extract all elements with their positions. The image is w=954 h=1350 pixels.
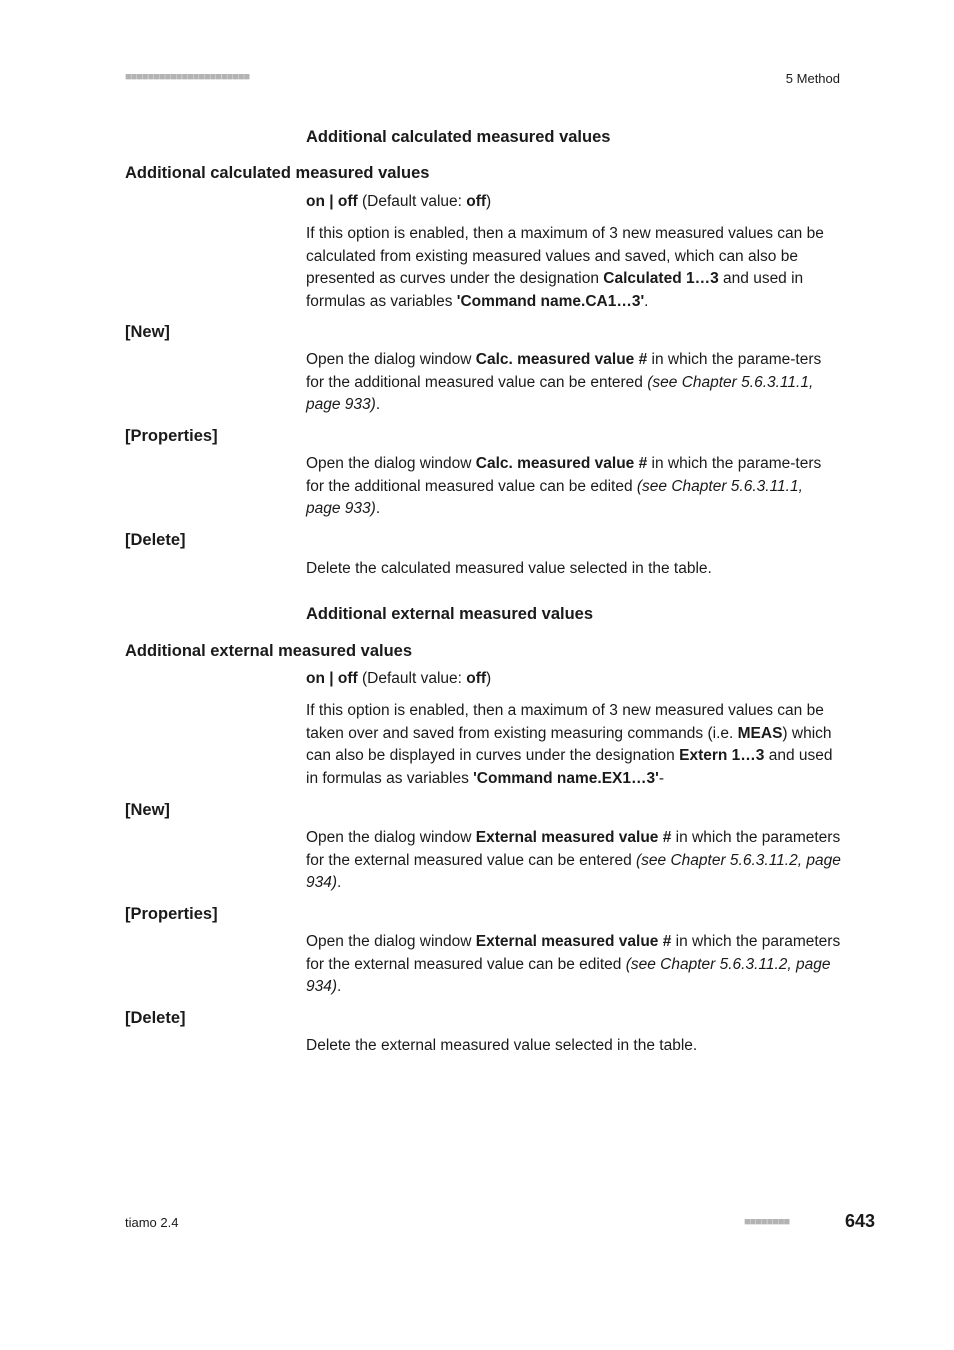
footer-product: tiamo 2.4: [125, 1215, 179, 1230]
header-decoration: ■■■■■■■■■■■■■■■■■■■■■■: [125, 71, 250, 83]
calculated-delete-description: Delete the calculated measured value selected in the table.: [306, 560, 712, 577]
term-external-new: [New]: [125, 801, 170, 819]
external-option-value: on | off (Default value: off): [306, 670, 492, 687]
term-external-delete: [Delete]: [125, 1009, 186, 1027]
calculated-properties-description: Open the dialog window Calc. measured value # in which the parame-ters for the additional measured value can be edited (see Chapter 5.6.3.11.1, page 933).: [306, 455, 822, 517]
calculated-option-description: If this option is enabled, then a maximum of 3 new measured values can be calculated from existing measured values and saved, which can also be presented as curves under the designation Calculated 1…3 and used in formulas as variables 'Command name.CA1…3'.: [306, 225, 824, 310]
term-calculated-option: Additional calculated measured values: [125, 164, 430, 182]
section-title-external: Additional external measured values: [306, 605, 594, 623]
term-calculated-delete: [Delete]: [125, 531, 186, 549]
term-calculated-new: [New]: [125, 323, 170, 341]
header-section: 5 Method: [785, 71, 840, 86]
term-external-properties: [Properties]: [125, 905, 218, 923]
cross-reference-link[interactable]: (see Chapter 5.6.3.11.2, page 934): [306, 851, 841, 891]
cross-reference-link[interactable]: (see Chapter 5.6.3.11.1, page 933): [306, 373, 814, 413]
cross-reference-link[interactable]: (see Chapter 5.6.3.11.2, page 934): [306, 955, 831, 995]
external-properties-description: Open the dialog window External measured value # in which the parameters for the external measured value can be edited (see Chapter 5.6.3.11.2, page 934).: [306, 933, 841, 995]
external-option-description: If this option is enabled, then a maximum of 3 new measured values can be taken over and saved from existing measuring commands (i.e. MEAS) which can also be displayed in curves under the designation Extern 1…3 and used in formulas as variables 'Command name.EX1…3'-: [306, 702, 833, 787]
term-external-option: Additional external measured values: [125, 642, 413, 660]
calculated-option-value: on | off (Default value: off): [306, 193, 492, 210]
calculated-new-description: Open the dialog window Calc. measured value # in which the parame-ters for the additional measured value can be entered (see Chapter 5.6.3.11.1, page 933).: [306, 351, 822, 413]
external-new-description: Open the dialog window External measured value # in which the parameters for the external measured value can be entered (see Chapter 5.6.3.11.2, page 934).: [306, 829, 841, 891]
footer-decoration: ■■■■■■■■: [744, 1216, 790, 1228]
term-calculated-properties: [Properties]: [125, 427, 218, 445]
page-number: 643: [845, 1211, 876, 1231]
external-delete-description: Delete the external measured value selected in the table.: [306, 1037, 698, 1054]
section-title-calculated: Additional calculated measured values: [306, 128, 611, 146]
cross-reference-link[interactable]: (see Chapter 5.6.3.11.1, page 933): [306, 477, 803, 517]
